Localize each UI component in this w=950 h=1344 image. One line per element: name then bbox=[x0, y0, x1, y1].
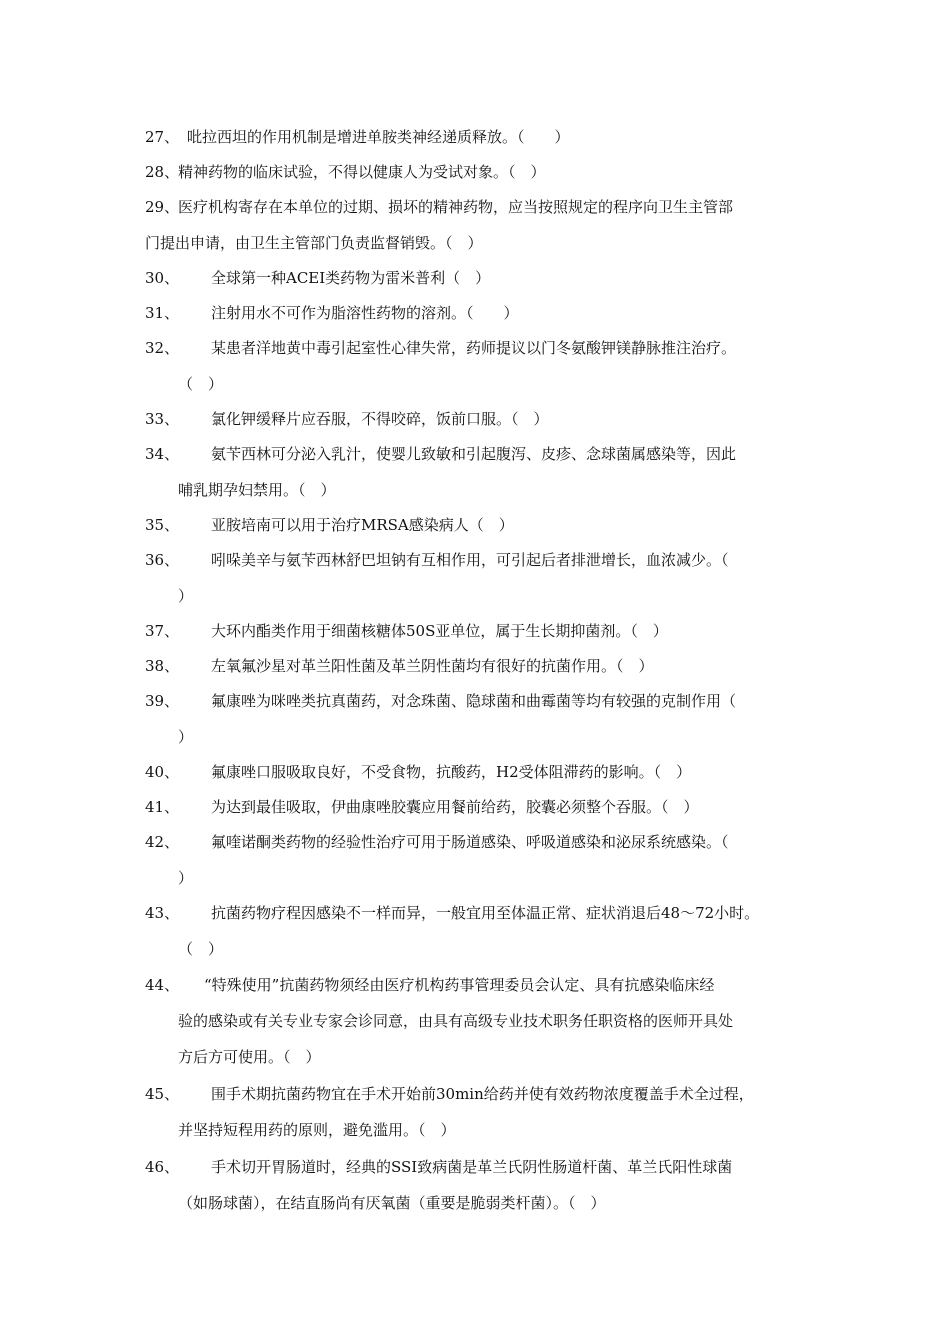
question-number: 41、 bbox=[145, 798, 180, 816]
question-text: 氯化钾缓释片应吞服，不得咬碎，饭前口服。（ ） bbox=[211, 410, 549, 428]
question-text: “特殊使用”抗菌药物须经由医疗机构药事管理委员会认定、具有抗感染临床经 bbox=[204, 976, 715, 994]
question-text: 全球第一种ACEI类药物为雷米普利（ ） bbox=[211, 269, 491, 287]
question-text: 抗菌药物疗程因感染不一样而异，一般宜用至体温正常、症状消退后48～72小时。 bbox=[211, 904, 760, 922]
question-text: 吲哚美辛与氨苄西林舒巴坦钠有互相作用，可引起后者排泄增长，血浓减少。（ bbox=[211, 551, 729, 569]
question-text: 大环内酯类作用于细菌核糖体50S亚单位，属于生长期抑菌剂。（ ） bbox=[211, 622, 668, 640]
question-number: 40、 bbox=[145, 763, 180, 781]
question-text-continued: ） bbox=[178, 869, 194, 887]
question-number: 29、 bbox=[145, 198, 180, 216]
question-number: 33、 bbox=[145, 410, 180, 428]
question-number: 37、 bbox=[145, 622, 180, 640]
question-number: 36、 bbox=[145, 551, 180, 569]
question-text: 氟康唑口服吸取良好，不受食物，抗酸药，H2受体阻滞药的影响。（ ） bbox=[211, 763, 692, 781]
question-number: 42、 bbox=[145, 833, 180, 851]
question-text-continued: 方后方可使用。（ ） bbox=[178, 1048, 321, 1066]
question-number: 31、 bbox=[145, 304, 180, 322]
question-number: 35、 bbox=[145, 516, 180, 534]
question-text-continued: 并坚持短程用药的原则，避免滥用。（ ） bbox=[178, 1121, 456, 1139]
question-text: 注射用水不可作为脂溶性药物的溶剂。（ ） bbox=[211, 304, 519, 322]
question-text: 为达到最佳吸取，伊曲康唑胶囊应用餐前给药，胶囊必须整个吞服。（ ） bbox=[211, 798, 699, 816]
question-text: 吡拉西坦的作用机制是增进单胺类神经递质释放。（ ） bbox=[187, 128, 570, 146]
question-text-continued: （如肠球菌），在结直肠尚有厌氧菌（重要是脆弱类杆菌）。（ ） bbox=[178, 1194, 606, 1212]
question-number: 32、 bbox=[145, 339, 180, 357]
question-text-continued: 门提出申请，由卫生主管部门负责监督销毁。（ ） bbox=[145, 234, 483, 252]
question-number: 28、 bbox=[145, 163, 180, 181]
question-number: 45、 bbox=[145, 1085, 180, 1103]
question-text: 左氧氟沙星对革兰阳性菌及革兰阴性菌均有很好的抗菌作用。（ ） bbox=[211, 657, 654, 675]
question-text: 某患者洋地黄中毒引起室性心律失常，药师提议以门冬氨酸钾镁静脉推注治疗。 bbox=[211, 339, 737, 357]
question-number: 30、 bbox=[145, 269, 180, 287]
question-number: 46、 bbox=[145, 1158, 180, 1176]
question-text: 围手术期抗菌药物宜在手术开始前30min给药并使有效药物浓度覆盖手术全过程， bbox=[211, 1085, 754, 1103]
question-text: 亚胺培南可以用于治疗MRSA感染病人（ ） bbox=[211, 516, 514, 534]
question-number: 43、 bbox=[145, 904, 180, 922]
question-text-continued: 哺乳期孕妇禁用。（ ） bbox=[178, 481, 336, 499]
question-text-continued: ） bbox=[178, 587, 194, 605]
question-text-continued: （ ） bbox=[178, 375, 224, 393]
question-number: 34、 bbox=[145, 445, 180, 463]
question-number: 44、 bbox=[145, 976, 180, 994]
question-text: 氟喹诺酮类药物的经验性治疗可用于肠道感染、呼吸道感染和泌尿系统感染。（ bbox=[211, 833, 729, 851]
question-text: 氨苄西林可分泌入乳汁，使婴儿致敏和引起腹泻、皮疹、念球菌属感染等，因此 bbox=[211, 445, 737, 463]
question-text-continued: （ ） bbox=[178, 940, 224, 958]
question-text: 精神药物的临床试验，不得以健康人为受试对象。（ ） bbox=[178, 163, 546, 181]
question-text: 医疗机构寄存在本单位的过期、损坏的精神药物，应当按照规定的程序向卫生主管部 bbox=[178, 198, 734, 216]
question-number: 39、 bbox=[145, 692, 180, 710]
question-text: 氟康唑为咪唑类抗真菌药，对念珠菌、隐球菌和曲霉菌等均有较强的克制作用（ bbox=[211, 692, 737, 710]
question-text-continued: ） bbox=[178, 728, 194, 746]
question-number: 27、 bbox=[145, 128, 180, 146]
question-text-continued: 验的感染或有关专业专家会诊同意，由具有高级专业技术职务任职资格的医师开具处 bbox=[178, 1012, 734, 1030]
question-text: 手术切开胃肠道时，经典的SSI致病菌是革兰氏阴性肠道杆菌、革兰氏阳性球菌 bbox=[211, 1158, 733, 1176]
question-number: 38、 bbox=[145, 657, 180, 675]
